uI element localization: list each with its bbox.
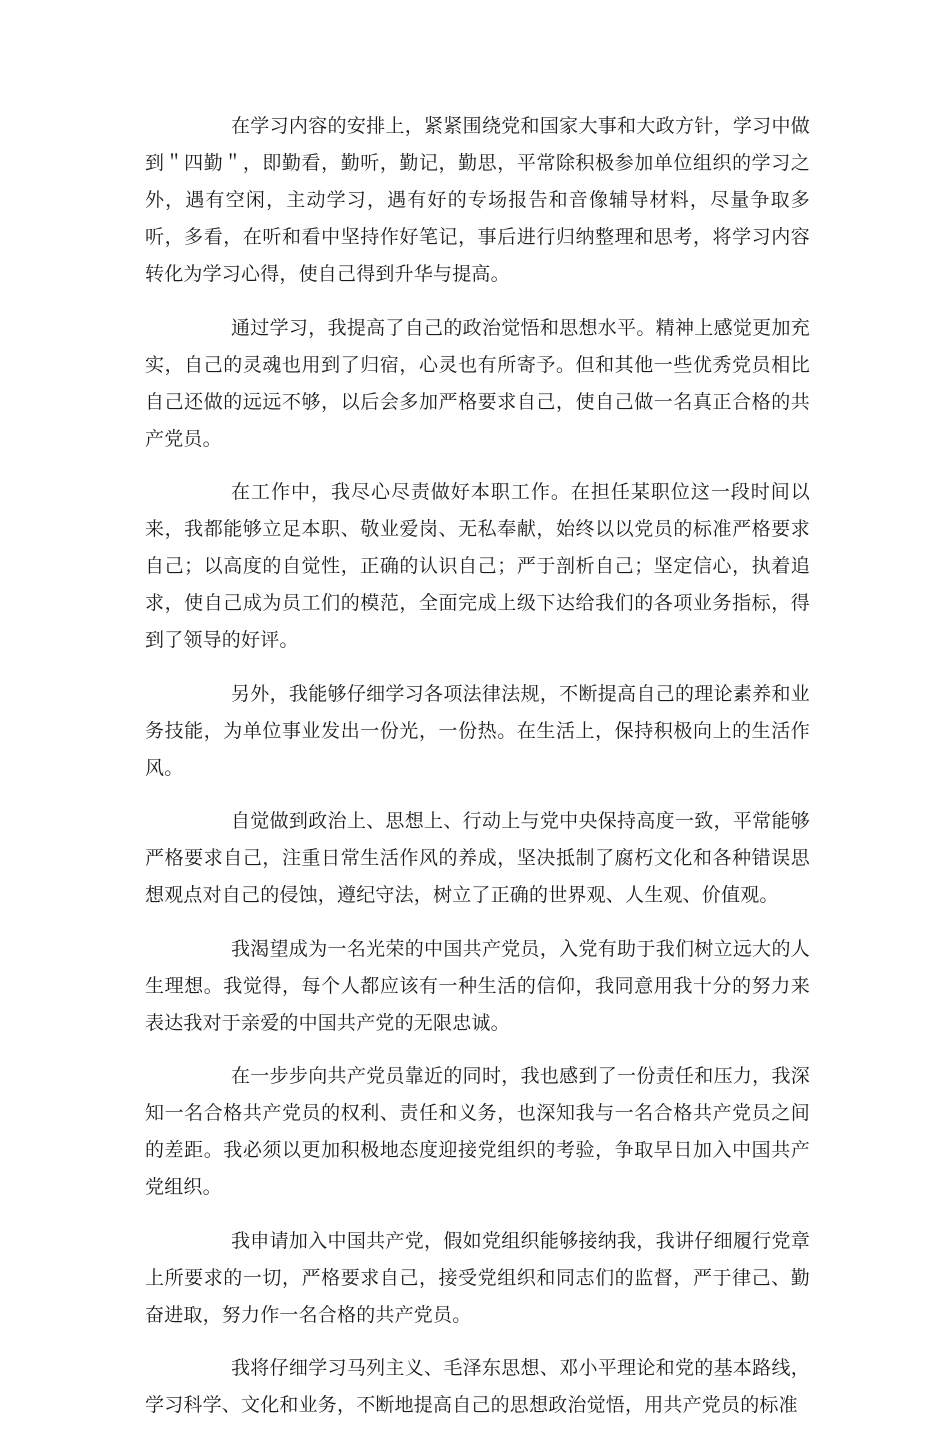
paragraph-study-arrangement: 在学习内容的安排上，紧紧围绕党和国家大事和大政方针，学习中做到＂四勤＂，即勤看，勤听，勤记，勤思，平常除积极参加单位组织的学习之外，遇有空闲，主动学习，遇有好的专场报告和音像辅导材料，尽量争取多听，多看，在听和看中坚持作好笔记，事后进行归纳整理和思考，将学习内容转化为学习心得，使自己得到升华与提高。 [145, 115, 810, 285]
paragraph-political-alignment: 自觉做到政治上、思想上、行动上与党中央保持高度一致，平常能够严格要求自己，注重日常生活作风的养成，坚决抵制了腐朽文化和各种错误思想观点对自己的侵蚀，遵纪守法，树立了正确的世界观、人生观、价值观。 [145, 810, 810, 906]
paragraph-commitment: 我将仔细学习马列主义、毛泽东思想、邓小平理论和党的基本路线，学习科学、文化和业务，不断地提高自己的思想政治觉悟，用共产党员的标准 [145, 1357, 810, 1416]
paragraph-application: 我申请加入中国共产党，假如党组织能够接纳我，我讲仔细履行党章上所要求的一切，严格要求自己，接受党组织和同志们的监督，严于律己、勤奋进取，努力作一名合格的共产党员。 [145, 1229, 810, 1326]
paragraph-laws-and-life: 另外，我能够仔细学习各项法律法规，不断提高自己的理论素养和业务技能，为单位事业发出一份光，一份热。在生活上，保持积极向上的生活作风。 [145, 682, 810, 779]
paragraph-aspiration: 我渴望成为一名光荣的中国共产党员，入党有助于我们树立远大的人生理想。我觉得，每个人都应该有一种生活的信仰，我同意用我十分的努力来表达我对于亲爱的中国共产党的无限忠诚。 [145, 937, 810, 1034]
document-body [145, 108, 810, 1441]
paragraph-responsibility: 在一步步向共产党员靠近的同时，我也感到了一份责任和压力，我深知一名合格共产党员的权利、责任和义务，也深知我与一名合格共产党员之间的差距。我必须以更加积极地态度迎接党组织的考验，争取早日加入中国共产党组织。 [145, 1065, 810, 1198]
paragraph-work: 在工作中，我尽心尽责做好本职工作。在担任某职位这一段时间以来，我都能够立足本职、敬业爱岗、无私奉献，始终以以党员的标准严格要求自己；以高度的自觉性，正确的认识自己；严于剖析自己；坚定信心，执着追求，使自己成为员工们的模范，全面完成上级下达给我们的各项业务指标，得到了领导的好评。 [145, 481, 810, 651]
paragraph-study-results: 通过学习，我提高了自己的政治觉悟和思想水平。精神上感觉更加充实，自己的灵魂也用到了归宿，心灵也有所寄予。但和其他一些优秀党员相比自己还做的远远不够，以后会多加严格要求自己，使自己做一名真正合格的共产党员。 [145, 316, 810, 450]
